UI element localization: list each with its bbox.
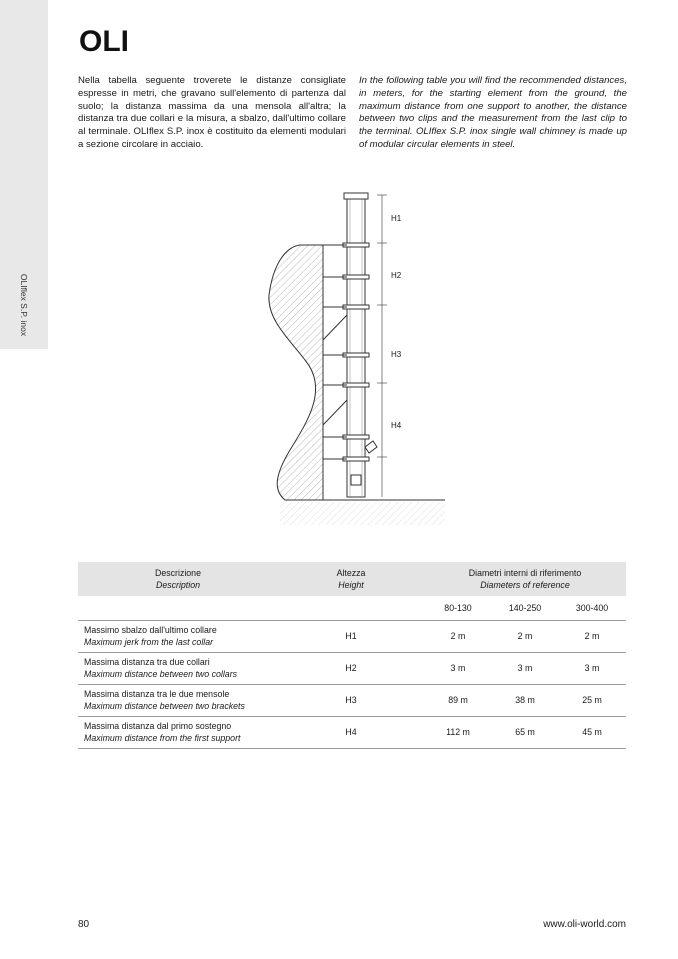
- dimension-label-h2: H2: [391, 271, 402, 280]
- row-value: 65 m: [492, 717, 558, 749]
- table-row: [78, 653, 626, 685]
- header-description: Descrizione Description: [78, 562, 278, 596]
- distances-table: [78, 562, 626, 749]
- tee-connection: [365, 441, 377, 453]
- header-height: Altezza Height: [278, 562, 424, 596]
- intro-text-english: In the following table you will find the recommended distances, in meters, for the starting element from the ground, the maximum distance from one support to another, the distance between two clips and the measurement from the last clip to the terminal. OLIflex S.P. inox single wall chimney is made up of modular circular elements in steel.: [359, 75, 627, 150]
- row-value: 112 m: [424, 717, 492, 749]
- cleanout-door: [351, 475, 361, 485]
- row-code: H2: [278, 653, 424, 685]
- dimension-label-h3: H3: [391, 350, 402, 359]
- diameter-range: 80-130: [424, 596, 492, 621]
- chimney-diagram: [255, 185, 465, 535]
- row-value: 45 m: [558, 717, 626, 749]
- table-row: [78, 717, 626, 749]
- oli-logo: [79, 24, 139, 54]
- diameter-range: 300-400: [558, 596, 626, 621]
- row-description: Massima distanza dal primo sostegno Maximum distance from the first support: [78, 717, 278, 749]
- page-number: 80: [78, 919, 90, 930]
- row-value: 25 m: [558, 685, 626, 717]
- row-value: 3 m: [492, 653, 558, 685]
- dimension-label-h4: H4: [391, 421, 402, 430]
- side-tab: [0, 0, 48, 349]
- table-header-row: [78, 562, 626, 596]
- wall-section: [269, 245, 323, 500]
- row-value: 2 m: [558, 621, 626, 653]
- row-value: 3 m: [558, 653, 626, 685]
- row-value: 2 m: [492, 621, 558, 653]
- row-description: Massimo sbalzo dall'ultimo collare Maximum jerk from the last collar: [78, 621, 278, 653]
- dimension-label-h1: H1: [391, 214, 402, 223]
- support-brace: [323, 315, 347, 340]
- row-code: H3: [278, 685, 424, 717]
- website-url: www.oli-world.com: [543, 919, 626, 930]
- ground-fill: [280, 502, 445, 525]
- intro-text-italian: Nella tabella seguente troverete le distanze consigliate espresse in metri, che gravano sull'elemento di partenza dal suolo; la distanza massima da una mensola all'altra; la distanza tra due collari e la misura, a sbalzo, dall'ultimo collare al terminale. OLIflex S.P. inox è costituito da elementi modulari a sezione circolare in acciaio.: [78, 75, 346, 150]
- header-diameters: Diametri interni di riferimento Diameters of reference: [424, 562, 626, 596]
- table-row: [78, 621, 626, 653]
- row-code: H4: [278, 717, 424, 749]
- diameter-range: 140-250: [492, 596, 558, 621]
- chimney-pipe: [347, 197, 365, 497]
- side-tab-label: OLIflex S.P. inox: [19, 273, 29, 337]
- row-description: Massima distanza tra le due mensole Maximum distance between two brackets: [78, 685, 278, 717]
- table-row: [78, 685, 626, 717]
- logo-text: OLI: [79, 25, 129, 54]
- row-value: 3 m: [424, 653, 492, 685]
- chimney-terminal: [344, 193, 368, 199]
- row-value: 2 m: [424, 621, 492, 653]
- row-value: 38 m: [492, 685, 558, 717]
- row-code: H1: [278, 621, 424, 653]
- row-value: 89 m: [424, 685, 492, 717]
- support-brace: [323, 400, 347, 425]
- row-description: Massima distanza tra due collari Maximum distance between two collars: [78, 653, 278, 685]
- table-subheader-row: [78, 596, 626, 621]
